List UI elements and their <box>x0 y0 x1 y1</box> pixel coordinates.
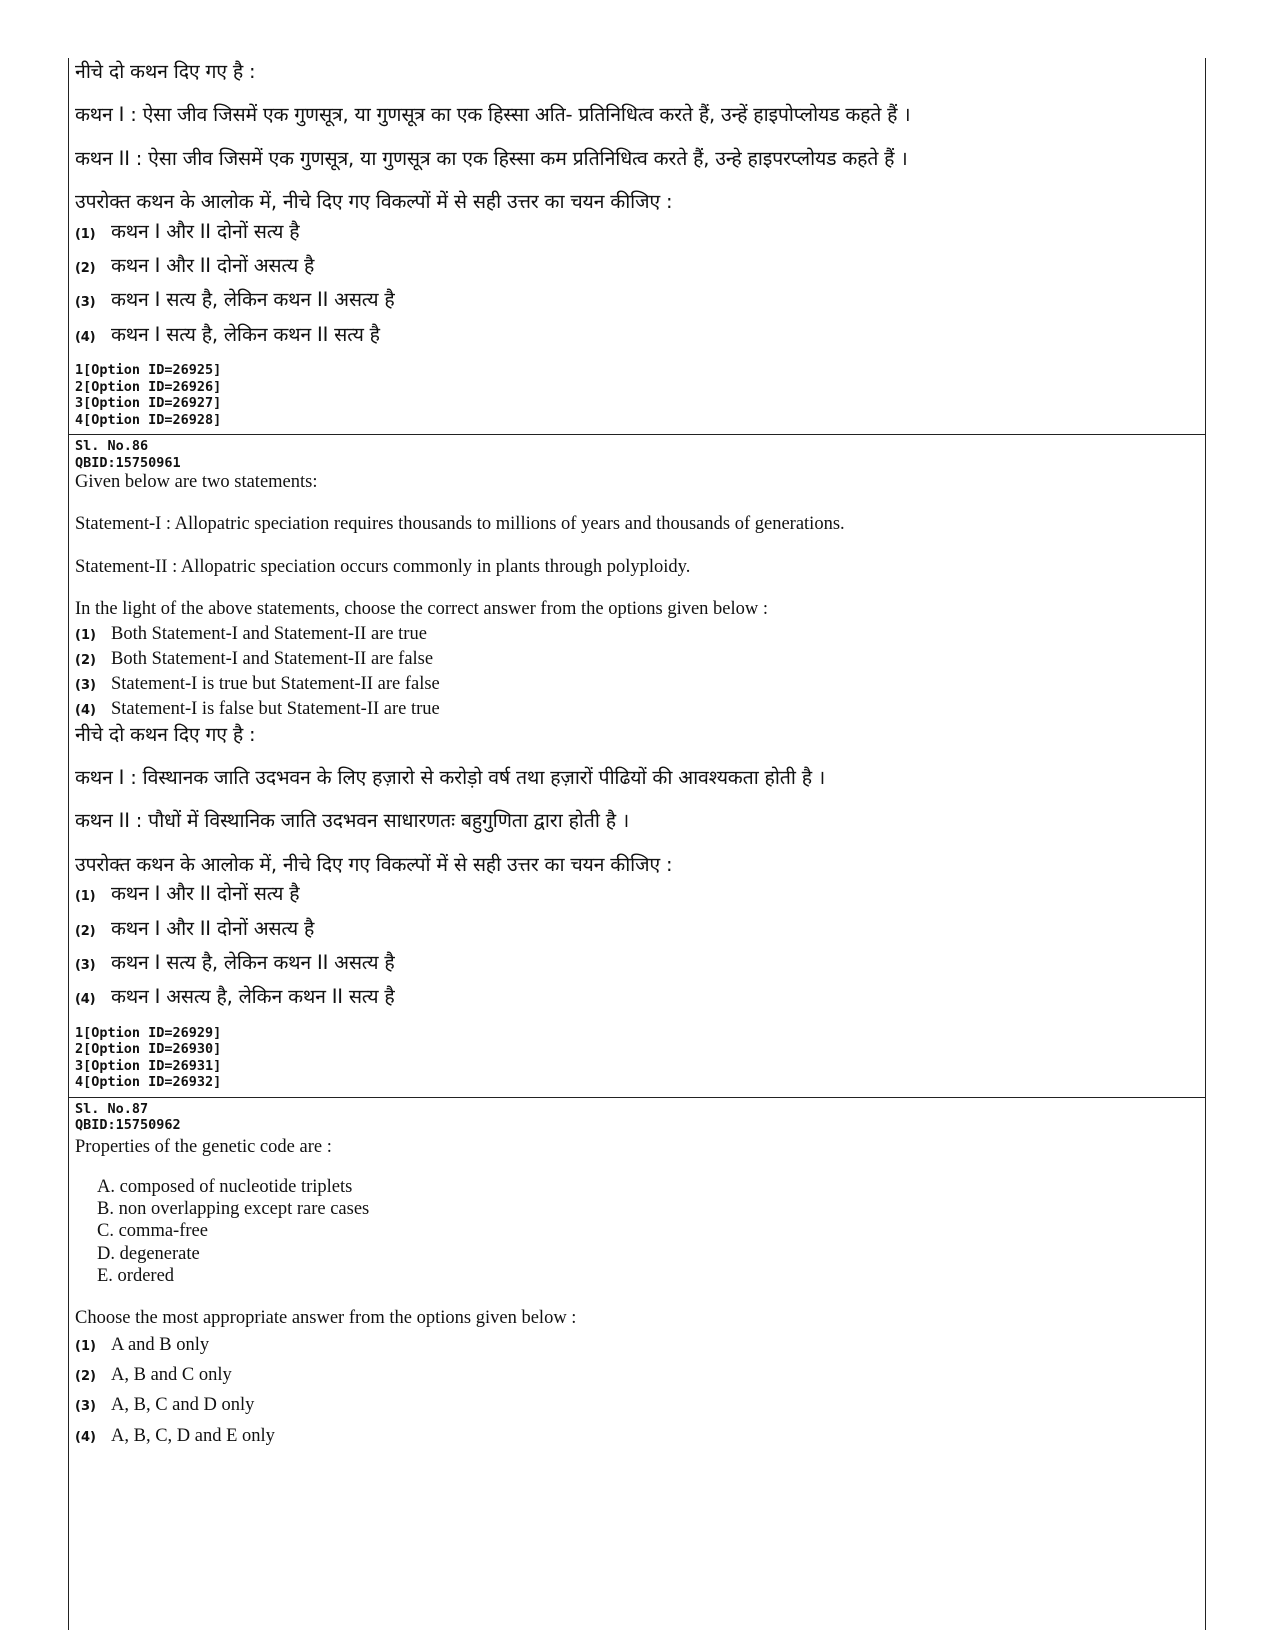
question-87 <box>69 1101 1205 1447</box>
option-2 <box>75 1364 1201 1386</box>
option-text: A, B and C only <box>111 1365 232 1386</box>
option-text: कथन I और II दोनों असत्य है <box>111 253 315 277</box>
option-number: (2) <box>75 1369 96 1385</box>
option-id: 1[Option ID=26929] <box>75 1024 222 1041</box>
intro-text: Properties of the genetic code are : <box>75 1136 332 1157</box>
option-2 <box>75 254 1201 277</box>
option-id: 2[Option ID=26926] <box>75 378 222 395</box>
option-text: कथन I और II दोनों सत्य है <box>111 882 300 906</box>
option-text: A, B, C, D and E only <box>111 1425 275 1446</box>
option-text: Both Statement-I and Statement-II are true <box>111 623 427 644</box>
option-2-hindi <box>75 917 1201 940</box>
option-id-list <box>75 362 1201 428</box>
option-4 <box>75 698 1201 720</box>
statement-2-hindi: कथन II : पौधों में विस्थानिक जाति उदभवन साधारणतः बहुगुणिता द्वारा होती है । <box>75 809 630 833</box>
option-number: (1) <box>75 627 96 643</box>
option-text: A and B only <box>111 1335 210 1356</box>
property-list <box>75 1176 1201 1287</box>
option-text: Statement-I is true but Statement-II are false <box>111 674 440 695</box>
question-divider <box>69 1097 1205 1098</box>
option-1 <box>75 220 1201 243</box>
qbid: QBID:15750962 <box>75 1117 181 1134</box>
option-3-hindi <box>75 951 1201 974</box>
option-id: 4[Option ID=26932] <box>75 1074 222 1091</box>
list-item: D. degenerate <box>97 1243 200 1264</box>
serial-number: Sl. No.87 <box>75 1100 149 1117</box>
option-number: (2) <box>75 653 96 669</box>
prompt-text-hindi: उपरोक्त कथन के आलोक में, नीचे दिए गए विकल्पों में से सही उत्तर का चयन कीजिए : <box>75 852 673 876</box>
intro-text-hindi: नीचे दो कथन दिए गए है : <box>75 722 256 746</box>
intro-text: नीचे दो कथन दिए गए है : <box>75 60 256 83</box>
option-number: (4) <box>75 703 96 719</box>
option-1-hindi <box>75 882 1201 905</box>
option-number: (3) <box>75 957 96 973</box>
option-text: कथन I और II दोनों असत्य है <box>111 916 315 940</box>
question-divider <box>69 434 1205 435</box>
option-id: 1[Option ID=26925] <box>75 362 222 379</box>
option-3 <box>75 673 1201 695</box>
list-item: E. ordered <box>97 1265 175 1286</box>
option-number: (1) <box>75 889 96 905</box>
option-number: (3) <box>75 295 96 311</box>
option-number: (4) <box>75 1429 96 1445</box>
option-number: (3) <box>75 678 96 694</box>
statement-1-hindi: कथन I : विस्थानक जाति उदभवन के लिए हज़ारो से करोड़ो वर्ष तथा हज़ारों पीढियों की आवश्यकता होती है । <box>75 766 826 790</box>
statement-1: Statement-I : Allopatric speciation requires thousands to millions of years and thousands of generations. <box>75 514 845 535</box>
option-number: (1) <box>75 226 96 242</box>
option-text: कथन I और II दोनों सत्य है <box>111 219 300 243</box>
option-1 <box>75 1334 1201 1356</box>
option-number: (2) <box>75 260 96 276</box>
option-text: कथन I सत्य है, लेकिन कथन II असत्य है <box>111 950 395 974</box>
option-text: कथन I सत्य है, लेकिन कथन II सत्य है <box>111 322 380 346</box>
statement-1: कथन I : ऐसा जीव जिसमें एक गुणसूत्र, या गुणसूत्र का एक हिस्सा अति- प्रतिनिधित्व करते हैं, उन्हें हाइपोप्लोयड कहते हैं । <box>75 103 911 127</box>
option-text: Statement-I is false but Statement-II are true <box>111 699 440 720</box>
option-id: 4[Option ID=26928] <box>75 411 222 428</box>
option-number: (4) <box>75 992 96 1008</box>
option-number: (4) <box>75 329 96 345</box>
prompt-text: Choose the most appropriate answer from the options given below : <box>75 1307 577 1328</box>
prompt-text: उपरोक्त कथन के आलोक में, नीचे दिए गए विकल्पों में से सही उत्तर का चयन कीजिए : <box>75 190 673 214</box>
serial-number: Sl. No.86 <box>75 438 149 455</box>
option-3 <box>75 288 1201 311</box>
option-2 <box>75 648 1201 670</box>
option-number: (2) <box>75 923 96 939</box>
question-paper-frame <box>68 58 1206 1630</box>
option-number: (3) <box>75 1399 96 1415</box>
qbid: QBID:15750961 <box>75 454 181 471</box>
intro-text: Given below are two statements: <box>75 472 318 493</box>
option-text: कथन I असत्य है, लेकिन कथन II सत्य है <box>111 985 395 1009</box>
option-1 <box>75 623 1201 645</box>
option-number: (1) <box>75 1339 96 1355</box>
option-text: Both Statement-I and Statement-II are false <box>111 649 434 670</box>
option-3 <box>75 1394 1201 1416</box>
prompt-text: In the light of the above statements, choose the correct answer from the options given below : <box>75 598 769 619</box>
option-4-hindi <box>75 985 1201 1008</box>
option-4 <box>75 1425 1201 1447</box>
option-id: 3[Option ID=26927] <box>75 395 222 412</box>
statement-2: कथन II : ऐसा जीव जिसमें एक गुणसूत्र, या गुणसूत्र का एक हिस्सा कम प्रतिनिधित्व करते हैं, उन्हे हाइपरप्लोयड कहते हैं । <box>75 146 908 170</box>
option-id-list <box>75 1025 1201 1091</box>
option-4 <box>75 323 1201 346</box>
statement-2: Statement-II : Allopatric speciation occurs commonly in plants through polyploidy. <box>75 556 691 577</box>
question-85-hindi <box>69 60 1205 435</box>
list-item: C. comma-free <box>97 1221 208 1242</box>
option-id: 3[Option ID=26931] <box>75 1057 222 1074</box>
list-item: B. non overlapping except rare cases <box>97 1199 370 1220</box>
question-86 <box>69 438 1205 1098</box>
option-id: 2[Option ID=26930] <box>75 1041 222 1058</box>
list-item: A. composed of nucleotide triplets <box>97 1176 353 1197</box>
option-text: A, B, C and D only <box>111 1395 255 1416</box>
option-text: कथन I सत्य है, लेकिन कथन II असत्य है <box>111 288 395 312</box>
